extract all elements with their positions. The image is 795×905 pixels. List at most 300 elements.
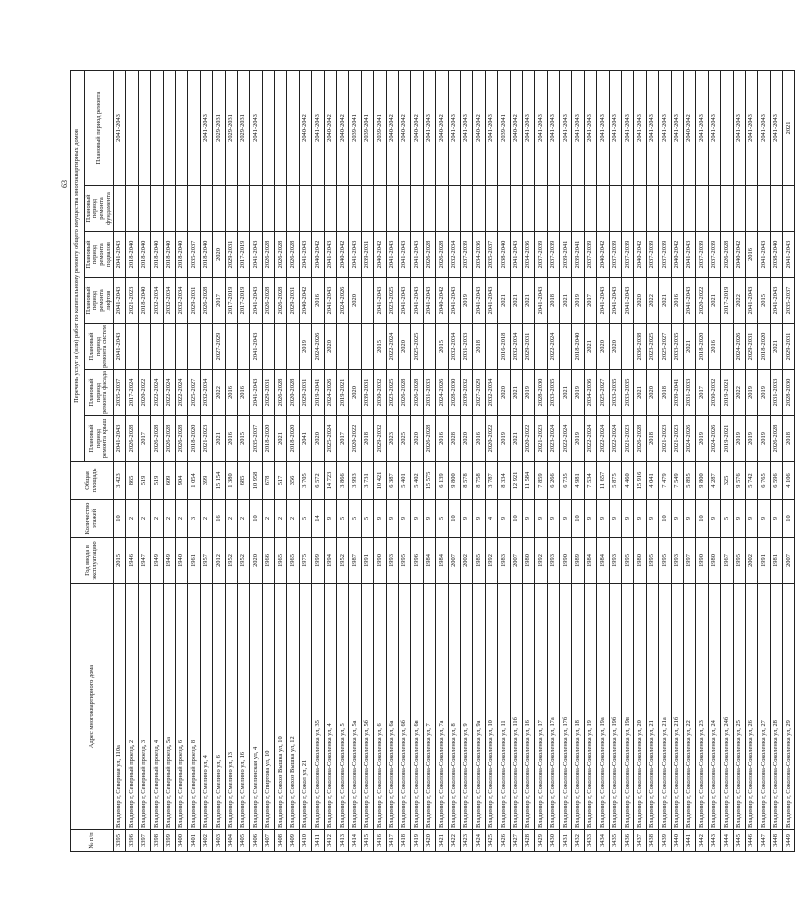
cell-address: Владимир г, Совхоз Вышка ул, 10	[275, 584, 287, 830]
cell-year: 1995	[398, 538, 410, 584]
cell-systems: 2015	[374, 324, 386, 370]
cell-num: 3447	[758, 830, 770, 852]
cell-floors: 3	[188, 500, 200, 538]
cell-address: Владимир г, Соколова-Соколенка ул, 5	[337, 584, 349, 830]
cell-lift: 2032-2034	[163, 278, 175, 324]
cell-roof: 2020	[411, 416, 423, 462]
cell-year: 2015	[114, 538, 126, 584]
cell-facade: 2017	[696, 370, 708, 416]
cell-address: Владимир г, Соколова-Соколенка ул, 11	[498, 584, 510, 830]
cell-floors: 10	[114, 500, 126, 538]
cell-foundation	[535, 186, 547, 232]
cell-facade: 2026-2028	[275, 370, 287, 416]
cell-floors: 9	[547, 500, 559, 538]
table-row	[312, 70, 324, 851]
cell-area: 6 596	[770, 462, 782, 500]
cell-year: 1966	[262, 538, 274, 584]
cell-num: 3413	[337, 830, 349, 852]
group-header: Перечень услуг и (или) работ по капитальному ремонту общего имущества многоквартирных домов	[71, 70, 85, 461]
cell-floors: 9	[622, 500, 634, 538]
cell-lift: 2041-2043	[770, 278, 782, 324]
cell-foundation	[138, 186, 150, 232]
cell-year: 1993	[547, 538, 559, 584]
table-row	[547, 70, 559, 851]
cell-area: 6 266	[547, 462, 559, 500]
table-row	[733, 70, 745, 851]
table-row	[745, 70, 757, 851]
cell-basement: 2034-2036	[473, 232, 485, 278]
cell-num: 3440	[671, 830, 683, 852]
cell-address: Владимир г, Соколова-Соколенка ул, 29	[783, 584, 795, 830]
cell-systems: 2018-2020	[758, 324, 770, 370]
cell-other: 2041-2043	[597, 70, 609, 185]
cell-foundation	[287, 186, 299, 232]
cell-systems: 2018-2020	[696, 324, 708, 370]
cell-num: 3438	[646, 830, 658, 852]
cell-systems: 2029-2031	[522, 324, 534, 370]
cell-floors: 9	[745, 500, 757, 538]
cell-floors: 5	[361, 500, 373, 538]
cell-systems	[188, 324, 200, 370]
cell-basement: 2037-2039	[460, 232, 472, 278]
cell-basement: 2040-2042	[733, 232, 745, 278]
cell-num: 3414	[349, 830, 361, 852]
cell-address: Владимир г, Соколова-Соколенка ул, 5б	[361, 584, 373, 830]
cell-roof: 2016	[225, 416, 237, 462]
cell-systems	[423, 324, 435, 370]
cell-year: 2007	[510, 538, 522, 584]
cell-systems: 2021	[683, 324, 695, 370]
cell-roof: 2017	[138, 416, 150, 462]
cell-facade: 2020-2022	[138, 370, 150, 416]
cell-floors: 5	[436, 500, 448, 538]
cell-basement: 2039-2041	[572, 232, 584, 278]
cell-basement: 2026-2028	[721, 232, 733, 278]
cell-systems: 2015	[436, 324, 448, 370]
cell-facade: 2028-2030	[448, 370, 460, 416]
cell-area: 5 742	[745, 462, 757, 500]
table-row	[423, 70, 435, 851]
cell-floors: 14	[312, 500, 324, 538]
cell-other: 2040-2042	[436, 70, 448, 185]
cell-facade: 2020	[646, 370, 658, 416]
cell-num: 3435	[609, 830, 621, 852]
cell-year: 2002	[460, 538, 472, 584]
cell-other: 2041-2043	[634, 70, 646, 185]
cell-area: 8 334	[498, 462, 510, 500]
cell-foundation	[622, 186, 634, 232]
cell-facade: 2019-2021	[721, 370, 733, 416]
cell-roof: 2026-2028	[634, 416, 646, 462]
cell-other: 2041-2043	[560, 70, 572, 185]
cell-floors: 5	[349, 500, 361, 538]
cell-year: 1980	[634, 538, 646, 584]
cell-area: 7 859	[535, 462, 547, 500]
cell-facade: 2019	[572, 370, 584, 416]
cell-area: 5 875	[609, 462, 621, 500]
cell-area: 7 549	[671, 462, 683, 500]
cell-year: 1990	[560, 538, 572, 584]
cell-lift: 2041-2043	[374, 278, 386, 324]
cell-lift: 2021	[708, 278, 720, 324]
cell-floors: 9	[498, 500, 510, 538]
cell-floors: 10	[250, 500, 262, 538]
cell-foundation	[758, 186, 770, 232]
cell-area: 5 401	[398, 462, 410, 500]
cell-foundation	[337, 186, 349, 232]
cell-systems: 2016	[708, 324, 720, 370]
cell-address: Владимир г, Смелино ул, 6	[213, 584, 225, 830]
cell-address: Владимир г, Соколова-Соколенка ул, 11б	[510, 584, 522, 830]
cell-year: 1947	[138, 538, 150, 584]
cell-foundation	[560, 186, 572, 232]
cell-other: 2040-2042	[683, 70, 695, 185]
cell-roof: 2016	[473, 416, 485, 462]
cell-lift: 2017-2019	[225, 278, 237, 324]
cell-floors: 2	[200, 500, 212, 538]
cell-basement: 2035-2037	[485, 232, 497, 278]
cell-basement: 2041-2043	[411, 232, 423, 278]
cell-num: 3448	[770, 830, 782, 852]
cell-year: 1957	[200, 538, 212, 584]
cell-address: Владимир г, Соколова-Соколенка ул, 21б	[671, 584, 683, 830]
table-row	[337, 70, 349, 851]
cell-basement: 2037-2039	[659, 232, 671, 278]
cell-year: 1992	[485, 538, 497, 584]
cell-basement: 2020	[213, 232, 225, 278]
cell-basement: 2037-2039	[584, 232, 596, 278]
table-row	[349, 70, 361, 851]
cell-facade: 2022-2024	[163, 370, 175, 416]
cell-address: Владимир г, Соколова-Соколенка ул, 10	[485, 584, 497, 830]
table-row	[287, 70, 299, 851]
cell-basement: 2041-2043	[683, 232, 695, 278]
cell-foundation	[770, 186, 782, 232]
cell-other	[126, 70, 138, 185]
cell-num: 3409	[287, 830, 299, 852]
cell-address: Владимир г, Соколова-Соколенка ул, 25	[733, 584, 745, 830]
cell-other: 2029-2031	[237, 70, 249, 185]
cell-basement: 2040-2042	[374, 232, 386, 278]
cell-foundation	[374, 186, 386, 232]
cell-lift: 2041-2043	[485, 278, 497, 324]
cell-floors: 2	[237, 500, 249, 538]
cell-other: 2041-2043	[659, 70, 671, 185]
cell-foundation	[312, 186, 324, 232]
header-address: Адрес многоквартирного дома	[71, 584, 114, 830]
cell-roof: 2023-2024	[547, 416, 559, 462]
cell-address: Владимир г, Северный проезд, 8	[188, 584, 200, 830]
cell-floors: 9	[770, 500, 782, 538]
cell-systems	[275, 324, 287, 370]
cell-floors: 10	[783, 500, 795, 538]
cell-systems: 2021	[584, 324, 596, 370]
cell-facade: 2039-2031	[361, 370, 373, 416]
cell-lift: 2026-2028	[275, 278, 287, 324]
cell-other: 2041-2043	[646, 70, 658, 185]
cell-basement: 2041-2043	[114, 232, 126, 278]
cell-area: 3 423	[114, 462, 126, 500]
cell-floors: 9	[473, 500, 485, 538]
cell-num: 3399	[163, 830, 175, 852]
cell-year: 1984	[423, 538, 435, 584]
cell-foundation	[151, 186, 163, 232]
cell-address: Владимир г, Соколова-Соколенка ул, 17а	[547, 584, 559, 830]
cell-area: 6 139	[436, 462, 448, 500]
cell-roof: 2019	[572, 416, 584, 462]
cell-year: 1940	[175, 538, 187, 584]
cell-num: 3436	[622, 830, 634, 852]
cell-area: 3 993	[349, 462, 361, 500]
cell-basement: 2040-2042	[634, 232, 646, 278]
table-row	[485, 70, 497, 851]
cell-facade: 2033-2035	[609, 370, 621, 416]
cell-foundation	[299, 186, 311, 232]
cell-roof: 2028	[448, 416, 460, 462]
cell-floors: 9	[733, 500, 745, 538]
cell-other: 2040-2042	[510, 70, 522, 185]
cell-year: 1995	[659, 538, 671, 584]
cell-area: 399	[200, 462, 212, 500]
cell-systems	[151, 324, 163, 370]
cell-foundation	[175, 186, 187, 232]
cell-year: 2007	[448, 538, 460, 584]
cell-floors: 9	[708, 500, 720, 538]
cell-basement: 2037-2039	[547, 232, 559, 278]
cell-floors: 9	[460, 500, 472, 538]
cell-systems	[337, 324, 349, 370]
cell-systems: 2041-2043	[114, 324, 126, 370]
cell-roof: 2021-2023	[622, 416, 634, 462]
cell-address: Владимир г, Соколова-Соколенка ул, 35	[312, 584, 324, 830]
cell-lift: 2016	[312, 278, 324, 324]
cell-year: 1980	[522, 538, 534, 584]
cell-num: 3433	[584, 830, 596, 852]
cell-year: 1995	[733, 538, 745, 584]
cell-lift: 2017-2019	[237, 278, 249, 324]
cell-basement: 2041-2043	[250, 232, 262, 278]
cell-year: 1991	[758, 538, 770, 584]
cell-num: 3441	[683, 830, 695, 852]
cell-systems: 2020	[609, 324, 621, 370]
cell-year: 2002	[745, 538, 757, 584]
cell-num: 3427	[510, 830, 522, 852]
cell-other	[151, 70, 163, 185]
cell-address: Владимир г, Соколова-Соколенка ул, 20	[634, 584, 646, 830]
cell-basement: 2018-2040	[126, 232, 138, 278]
cell-basement: 2034-2036	[522, 232, 534, 278]
cell-roof: 2035-2037	[250, 416, 262, 462]
cell-area: 609	[163, 462, 175, 500]
cell-lift: 2021	[498, 278, 510, 324]
cell-num: 3419	[411, 830, 423, 852]
cell-address: Владимир г, Смелино ул, 13	[225, 584, 237, 830]
cell-year: 1990	[374, 538, 386, 584]
cell-basement: 2032-2034	[448, 232, 460, 278]
header-floors: Количество этажей	[71, 500, 114, 538]
cell-num: 3430	[547, 830, 559, 852]
cell-facade: 2022	[733, 370, 745, 416]
cell-roof: 2020	[312, 416, 324, 462]
cell-num: 3442	[696, 830, 708, 852]
cell-year: 1995	[646, 538, 658, 584]
cell-num: 3417	[386, 830, 398, 852]
table-row	[411, 70, 423, 851]
cell-other	[138, 70, 150, 185]
table-row	[398, 70, 410, 851]
table-row	[609, 70, 621, 851]
cell-lift: 2024-2026	[337, 278, 349, 324]
page-number: 63	[60, 180, 69, 188]
cell-floors: 5	[299, 500, 311, 538]
cell-num: 3426	[498, 830, 510, 852]
cell-address: Владимир г, Смелинская ул, 4	[250, 584, 262, 830]
table-row	[324, 70, 336, 851]
cell-foundation	[522, 186, 534, 232]
cell-roof: 2025-2024	[324, 416, 336, 462]
header-systems: Плановый период ремонта систем	[85, 324, 114, 370]
cell-address: Владимир г, Соколова-Соколенка ул, 28	[770, 584, 782, 830]
cell-facade: 2022	[213, 370, 225, 416]
cell-address: Владимир г, Соколова-Соколенка ул, 19	[584, 584, 596, 830]
cell-basement: 2026-2028	[275, 232, 287, 278]
cell-lift: 2021	[659, 278, 671, 324]
cell-roof: 2018	[361, 416, 373, 462]
cell-floors: 9	[324, 500, 336, 538]
cell-roof: 2026-2028	[163, 416, 175, 462]
cell-other: 2041-2043	[114, 70, 126, 185]
cell-year: 1991	[361, 538, 373, 584]
cell-basement: 2041-2043	[324, 232, 336, 278]
cell-roof: 2019	[733, 416, 745, 462]
cell-systems: 2019	[299, 324, 311, 370]
cell-basement: 2041-2043	[386, 232, 398, 278]
cell-num: 3434	[597, 830, 609, 852]
cell-foundation	[361, 186, 373, 232]
cell-lift: 2041-2043	[398, 278, 410, 324]
cell-num: 3412	[324, 830, 336, 852]
cell-floors: 5	[721, 500, 733, 538]
cell-foundation	[423, 186, 435, 232]
cell-basement: 2037-2039	[646, 232, 658, 278]
cell-year: 1949	[163, 538, 175, 584]
cell-area: 8 758	[473, 462, 485, 500]
table-row	[250, 70, 262, 851]
cell-floors: 9	[609, 500, 621, 538]
cell-area: 3 705	[299, 462, 311, 500]
header-other: Плановый период ремонта	[85, 70, 114, 185]
cell-lift	[361, 278, 373, 324]
cell-lift: 2029-2031	[188, 278, 200, 324]
cell-area: 678	[262, 462, 274, 500]
cell-area: 6 387	[386, 462, 398, 500]
cell-facade: 2019	[745, 370, 757, 416]
cell-lift: 2041-2043	[423, 278, 435, 324]
cell-year: 1983	[498, 538, 510, 584]
cell-year: 1952	[225, 538, 237, 584]
cell-year: 1987	[349, 538, 361, 584]
cell-area: 7 534	[584, 462, 596, 500]
cell-address: Владимир г, Соколова-Соколенка ул, 6а	[386, 584, 398, 830]
cell-other: 2041-2043	[572, 70, 584, 185]
cell-facade: 2031-2033	[423, 370, 435, 416]
cell-address: Владимир г, Соколова-Соколенка ул, 6б	[398, 584, 410, 830]
cell-year: 1990	[696, 538, 708, 584]
cell-num: 3423	[460, 830, 472, 852]
cell-address: Владимир г, Сокол ул, 21	[299, 584, 311, 830]
cell-systems	[560, 324, 572, 370]
cell-lift: 2041-2043	[683, 278, 695, 324]
cell-other: 2040-2042	[299, 70, 311, 185]
cell-address: Владимир г, Северный проезд, 2	[126, 584, 138, 830]
table-row	[646, 70, 658, 851]
cell-foundation	[547, 186, 559, 232]
cell-systems: 2029-2031	[745, 324, 757, 370]
cell-lift: 2019	[460, 278, 472, 324]
cell-systems: 2025-2027	[659, 324, 671, 370]
cell-roof: 2020-2022	[349, 416, 361, 462]
cell-lift: 2041-2043	[473, 278, 485, 324]
cell-floors: 10	[659, 500, 671, 538]
cell-systems	[126, 324, 138, 370]
cell-systems: 2020	[597, 324, 609, 370]
cell-lift: 2020-2022	[696, 278, 708, 324]
cell-floors: 2	[126, 500, 138, 538]
cell-lift: 2041-2043	[250, 278, 262, 324]
cell-num: 3401	[188, 830, 200, 852]
cell-lift: 2022	[733, 278, 745, 324]
cell-area: 356	[287, 462, 299, 500]
cell-facade: 2029-2031	[262, 370, 274, 416]
cell-facade: 2016	[237, 370, 249, 416]
cell-roof: 2019-2021	[721, 416, 733, 462]
cell-systems	[622, 324, 634, 370]
cell-floors: 2	[175, 500, 187, 538]
cell-systems: 2018	[473, 324, 485, 370]
cell-systems	[485, 324, 497, 370]
table-row	[448, 70, 460, 851]
cell-facade: 2031-2033	[770, 370, 782, 416]
cell-basement: 2018-2040	[151, 232, 163, 278]
cell-num: 3443	[708, 830, 720, 852]
cell-year: 1975	[299, 538, 311, 584]
cell-foundation	[696, 186, 708, 232]
cell-year: 2007	[783, 538, 795, 584]
cell-area: 14 723	[324, 462, 336, 500]
cell-num: 3406	[250, 830, 262, 852]
cell-facade: 2024-2026	[324, 370, 336, 416]
cell-area: 9 576	[733, 462, 745, 500]
cell-num: 3397	[138, 830, 150, 852]
cell-foundation	[250, 186, 262, 232]
cell-lift: 2017	[213, 278, 225, 324]
cell-floors: 9	[522, 500, 534, 538]
cell-basement: 2040-2042	[671, 232, 683, 278]
cell-address: Владимир г, Смелино ул, 16	[237, 584, 249, 830]
cell-lift: 2023-2025	[386, 278, 398, 324]
cell-facade: 2041-2043	[250, 370, 262, 416]
cell-num: 3395	[114, 830, 126, 852]
cell-facade: 2018	[659, 370, 671, 416]
cell-roof: 2018-2020	[188, 416, 200, 462]
cell-year: 1949	[151, 538, 163, 584]
cell-area: 3 866	[337, 462, 349, 500]
repair-schedule-table	[70, 70, 795, 852]
cell-foundation	[659, 186, 671, 232]
cell-other: 2041-2043	[770, 70, 782, 185]
cell-year: 1965	[275, 538, 287, 584]
table-row	[683, 70, 695, 851]
